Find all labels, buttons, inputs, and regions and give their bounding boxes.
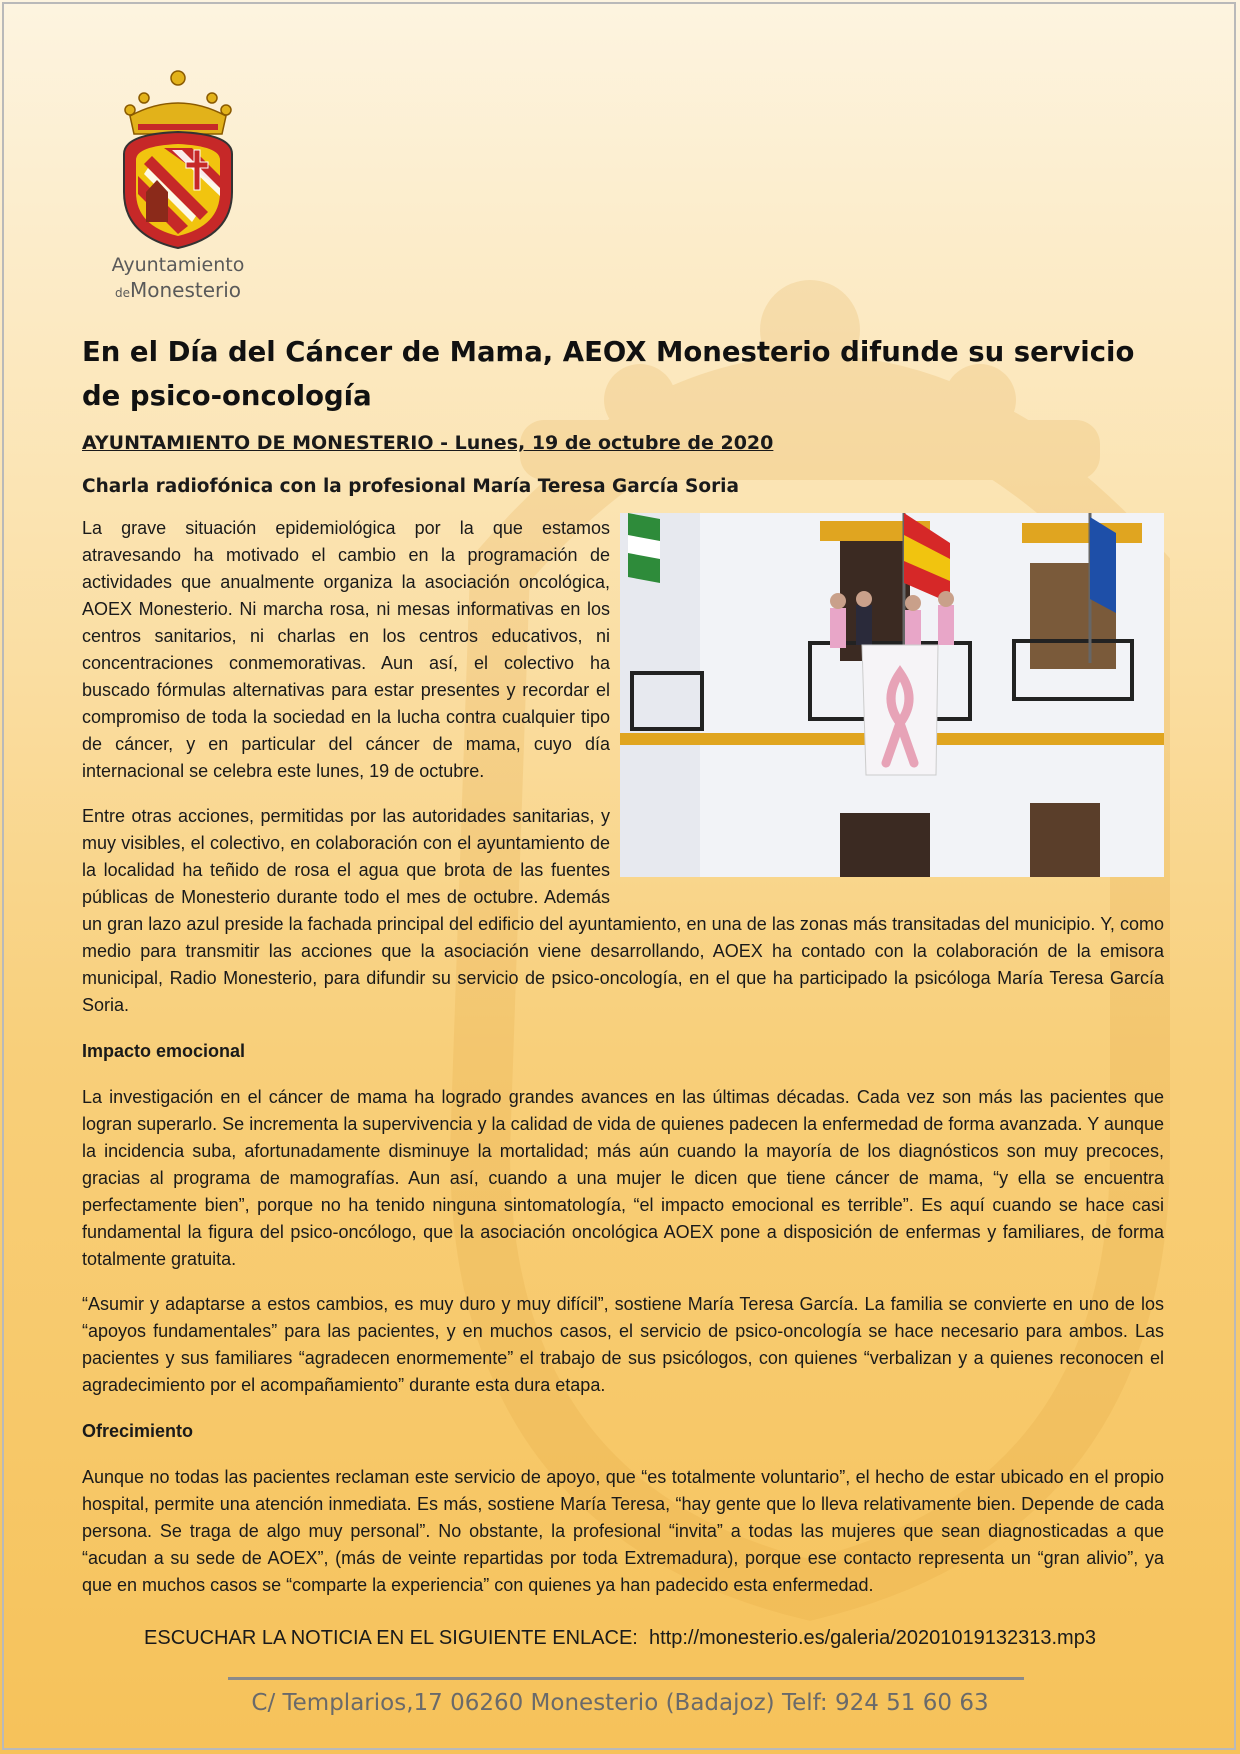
section-heading-impacto: Impacto emocional [82,1041,246,1061]
listen-url[interactable]: http://monesterio.es/galeria/20201019132313.mp3 [648,1627,1096,1649]
article [82,330,1164,1617]
article-subheading: Charla radiofónica con la profesional María Teresa García Soria [82,476,740,497]
logo-line1: Ayuntamiento [111,254,245,276]
article-byline: AYUNTAMIENTO DE MONESTERIO - Lunes, 19 de octubre de 2020 [82,432,774,454]
article-paragraph: Entre otras acciones, permitidas por las autoridades sanitarias, y muy visibles, el colectivo, en colaboración con el ayuntamiento de la localidad ha teñido de rosa el agua que brota de las fuentes públicas de Monesterio durante todo el mes de octubre. Además un gran lazo azul preside la fachada principal del edificio del ayuntamiento, en una de las zonas más transitadas del municipio. Y, como medio para transmitir las acciones que la asociación viene desarrollando, AOEX ha contado con la colaboración de la emisora municipal, Radio Monesterio, para difundir su servicio de psico-oncología, en el que ha participado la psicóloga María Teresa García Soria. [82,806,1164,1015]
logo-line2-main: Monesterio [129,278,242,302]
listen-label: ESCUCHAR LA NOTICIA EN EL SIGUIENTE ENLACE: [144,1627,638,1649]
article-paragraph: “Asumir y adaptarse a estos cambios, es muy duro y muy difícil”, sostiene María Teresa García. La familia se convierte en uno de los “apoyos fundamentales” para las pacientes, y en muchos casos, el servicio de psico-oncología se hace necesario para ambos. Las pacientes y sus familiares “agradecen enormemente” el trabajo de sus psicólogos, con quienes “verbalizan y a quienes reconocen el agradecimiento por el acompañamiento” durante esta dura etapa. [82,1294,1164,1395]
article-paragraph: La investigación en el cáncer de mama ha logrado grandes avances en las últimas décadas. Cada vez son más las pacientes que logran superarlo. Se incrementa la supervivencia y la calidad de vida de quienes padecen la enfermedad de forma avanzada. Y aunque la incidencia suba, afortunadamente disminuye la mortalidad; más aún cuando la mayoría de los diagnósticos son muy precoces, gracias al programa de mamografías. Aun así, cuando a una mujer le dicen que tiene cáncer de mama, “y ella se encuentra perfectamente bien”, porque no ha tenido ninguna sintomatología, “el impacto emocional es terrible”. Es aquí cuando se hace casi fundamental la figura del psico-oncólogo, que la asociación oncológica AOEX pone a disposición de enfermas y familiares, de forma totalmente gratuita. [82,1087,1164,1269]
town-hall-balcony-photo [620,513,1164,877]
logo-line2 [108,278,248,302]
article-headline: En el Día del Cáncer de Mama, AEOX Monesterio difunde su servicio de psico-oncología [82,336,1135,412]
article-paragraph: La grave situación epidemiológica por la que estamos atravesando ha motivado el cambio en la programación de actividades que anualmente organiza la asociación oncológica, AOEX Monesterio. Ni marcha rosa, ni mesas informativas en los centros sanitarios, ni charlas en los centros educativos, ni concentraciones conmemorativas. Aun así, el colectivo ha buscado fórmulas alternativas para estar presentes y recordar el compromiso de toda la sociedad en la lucha contra cualquier tipo de cáncer, y en particular del cáncer de mama, cuyo día internacional se celebra este lunes, 19 de octubre. [82,518,610,781]
ayuntamiento-logo [108,64,248,302]
listen-link-line [0,1627,1240,1650]
article-paragraph: Aunque no todas las pacientes reclaman este servicio de apoyo, que “es totalmente voluntario”, el hecho de estar ubicado en el propio hospital, permite una atención inmediata. Es más, sostiene María Teresa, “hay gente que lo lleva relativamente bien. Depende de cada persona. Se traga de algo muy personal”. No obstante, la profesional “invita” a todas las mujeres que sean diagnosticadas a que “acudan a su sede de AOEX”, (más de veinte repartidas por toda Extremadura), porque ese contacto representa un “gran alivio”, ya que en muchos casos se “comparte la experiencia” con quienes ya han padecido esta enfermedad. [82,1467,1164,1595]
coat-of-arms-icon [108,64,248,254]
footer-address: C/ Templarios,17 06260 Monesterio (Badajoz) Telf: 924 51 60 63 [251,1690,989,1716]
section-heading-ofrecimiento: Ofrecimiento [82,1421,194,1441]
logo-line2-small: de [114,286,130,300]
footer-divider [228,1677,1024,1680]
